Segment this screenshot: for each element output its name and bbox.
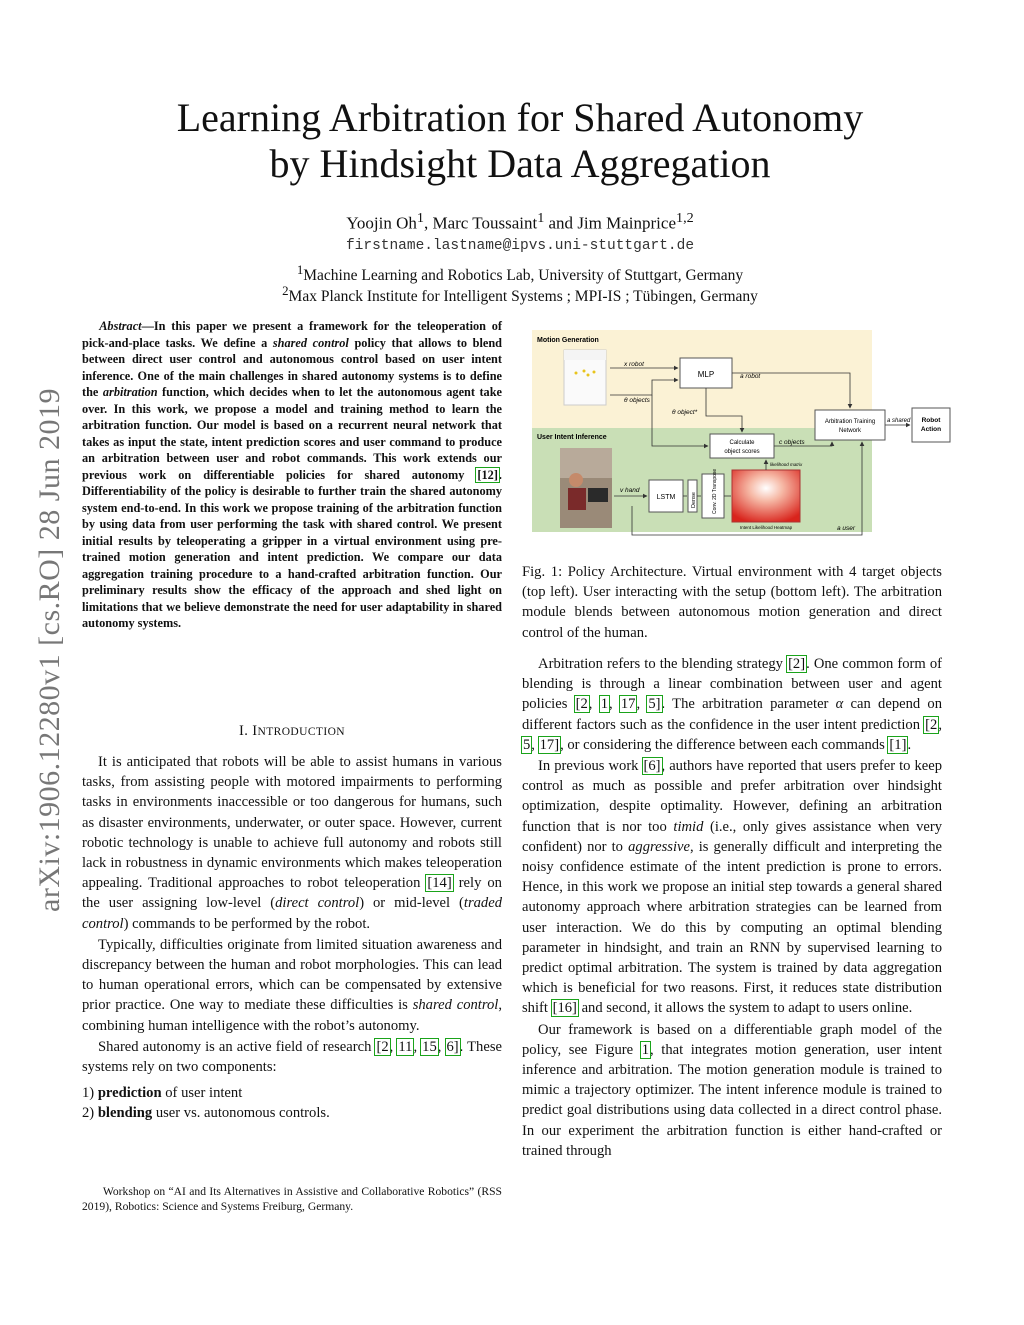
section-title-rest: NTRODUCTION	[257, 726, 345, 738]
paragraph-text: Shared autonomy is an active field of research	[98, 1038, 376, 1055]
paragraph-text: . The arbitration parameter	[661, 696, 836, 713]
citation-link[interactable]: [2	[925, 716, 938, 733]
footnote	[82, 1184, 502, 1214]
paper-title	[120, 95, 920, 187]
paragraph-text: rely on the user assigning low-level (	[82, 875, 502, 912]
arxiv-id: arXiv:1906.12280v1 [cs.RO] 28 Jun 2019	[33, 388, 66, 912]
calc-label-1: Calculate	[729, 440, 755, 446]
figure-caption: Fig. 1: Policy Architecture. Virtual environment with 4 target objects (top left). User interacting with the setup (bottom left). The arbitration module blends between autonomous motion generation and direct control of the human.	[522, 564, 942, 641]
abstract-text: —In this paper we present a framework for the teleoperation of pick-and-place tasks. We define a	[82, 319, 502, 350]
citation-link[interactable]: 1	[600, 696, 608, 713]
label-c-objects: c objects	[779, 439, 805, 446]
author-2-sup: 1	[537, 210, 545, 226]
label-x-robot: x robot	[624, 361, 644, 368]
author-3: Jim Mainprice	[577, 213, 676, 233]
list-text: user vs. autonomous controls.	[152, 1105, 330, 1122]
architecture-diagram	[532, 330, 952, 550]
author-2: Marc Toussaint	[432, 213, 538, 233]
paragraph-text: , that integrates motion generation, user intent inference and arbitration. The motion generation module is trained to mimic a trajectory optimizer. The intent inference module is trained to predict goal distributions using data collected in a direct control phase. In our experiment the arbitration function is either hand-crafted or trained through	[522, 1041, 943, 1159]
emphasis: aggressive	[628, 838, 690, 855]
lstm-label: LSTM	[656, 494, 676, 501]
emphasis: direct control	[275, 895, 360, 912]
paragraph-text: (i.e., only gives assistance when very confident) nor to	[522, 818, 942, 855]
arb-label-1: Arbitration Training	[824, 419, 876, 425]
abstract-label: Abstract	[99, 319, 142, 333]
affiliation-2	[120, 283, 920, 306]
emphasis: shared control	[412, 997, 499, 1014]
paragraph-text: can depend on different factors such as the confidence in the user intent prediction	[522, 696, 943, 733]
paragraph-text: , authors have reported that users prefer to keep control as much as possible and prefer arbitration over hindsight optimization, despite optimality. However, defining an arbitration function that is nor too	[522, 758, 943, 835]
label-theta-objects: θ objects	[624, 397, 650, 404]
abstract-text: policy that allows to blend between direct user control and autonomous control based on user intent inference. One of the main challenges in shared autonomy systems is to define the	[82, 335, 502, 399]
label-a-user: a user	[837, 525, 856, 532]
citation-link[interactable]: [2	[376, 1038, 389, 1055]
target-object	[593, 371, 596, 374]
citation-link[interactable]: 5]	[648, 696, 661, 713]
list-number: 1)	[82, 1085, 98, 1102]
user-body	[568, 488, 586, 510]
author-sep: and	[544, 213, 578, 233]
right-column-body: Arbitration refers to the blending strategy [2]. One common form of blending is through a linear combination between user and agent policies [2, 1, 17, 5]. The arbitration parameter α can depend on different factors such as the confidence in the user intent prediction [2, 5, 17], or considering the difference between each commands [1]. In previous work [6], authors have reported that users prefer to keep control as much as possible and prefer arbitration over hindsight optimization, despite optimality. However, defining an arbitration function that is nor too timid (i.e., only gives assistance when very confident) nor to aggressive, is generally difficult and interpreting the noisy confidence estimate of the intent prediction is prone to errors. Hence, in this work we propose an initial step towards a general shared autonomy approach where arbitration strategies can be learned from user interaction. We do this by computing an optimal blending parameter in hindsight, and train an RNN by supervised learning to predict optimal arbitration. The system is trained by data aggregation which is beneficial for two reasons. First, it reduces state distribution shift [16] and second, it allows the system to adapt to users online. Our framework is based on a differentiable graph model of the policy, see Figure 1, that integrates motion generation, user intent inference and arbitration. The motion generation module is trained to mimic a trajectory optimizer. The intent inference module is trained to predict goal distributions using data collected in a direct control phase. In our experiment the arbitration function is either hand-crafted or trained through	[522, 656, 943, 1159]
citation-link[interactable]: [2]	[788, 656, 806, 672]
target-object	[575, 372, 578, 375]
heatmap-label: Intent Likelihood Heatmap	[739, 525, 793, 530]
aff-1-sup: 1	[296, 262, 304, 277]
citation-link[interactable]: 17	[620, 696, 636, 713]
authors	[120, 210, 920, 234]
robot-action-box	[912, 408, 950, 442]
arb-label-2: Network	[838, 428, 862, 434]
author-3-sup: 1,2	[675, 210, 694, 226]
list-bold: blending	[97, 1105, 153, 1122]
paragraph-text: . One common form of blending is through a linear combination between user and agent policies	[522, 656, 942, 713]
conv-label: Conv. 2D Transpose	[712, 468, 718, 514]
virtual-env-top	[564, 350, 606, 360]
dense-label: Dense	[691, 492, 697, 508]
target-object	[587, 374, 590, 377]
title-line-1: Learning Arbitration for Shared Autonomy	[176, 95, 864, 140]
target-object	[583, 370, 586, 373]
author-email: firstname.lastname@ipvs.uni-stuttgart.de	[345, 238, 695, 254]
calc-label-2: object scores	[724, 449, 760, 455]
emphasis: traded control	[82, 895, 502, 932]
list-bold: prediction	[97, 1085, 162, 1102]
citation-link[interactable]: 5	[523, 736, 531, 753]
citation-link[interactable]: 11	[398, 1038, 413, 1055]
aff-2-sup: 2	[282, 283, 289, 298]
user-monitor	[588, 488, 608, 502]
citation-link[interactable]: [2	[575, 696, 588, 713]
affiliation-1	[120, 262, 920, 285]
paragraph-text: In previous work	[538, 758, 643, 775]
component-list	[82, 1083, 502, 1123]
user-photo-wall	[560, 448, 612, 478]
label-a-shared: a shared	[887, 418, 911, 424]
user-intent-label: User Intent Inference	[537, 434, 607, 441]
list-item	[82, 1083, 502, 1103]
alpha-symbol: α	[835, 696, 844, 713]
label-v-hand: v hand	[620, 487, 640, 494]
citation-link[interactable]: [6]	[643, 758, 661, 775]
emphasis: timid	[673, 818, 704, 835]
figure-link[interactable]: 1	[641, 1041, 650, 1058]
paragraph-text: ) or mid-level (	[359, 895, 464, 912]
intent-heatmap	[732, 470, 800, 522]
robot-action-2: Action	[920, 426, 942, 433]
abstract-text: function, which decides when to let the autonomous agent take over. In this work, we propose a model and training method to learn the arbitration function. Our model is based on a recurrent neural network that takes as input the state, intent prediction scores and user command to produce an arbitration between user and robot commands. This work extends our previous work on differentiable policies for shared autonomy	[82, 385, 502, 482]
citation-link[interactable]: [14]	[427, 875, 452, 892]
citation-link[interactable]: [16]	[552, 1000, 577, 1017]
introduction-body: It is anticipated that robots will be able to assist humans in various tasks, from assisting people with motored impairments to performing tasks in environments inaccessible or too dangerous for humans, such as disaster environments, underwater, or outer space. However, current robotic technology is unable to achieve full autonomy and robots still lack in robustness in dynamic environments which makes teleoperation appealing. Traditional approaches to robot teleoperation [14] rely on the user assigning low-level (direct control) or mid-level (traded control) commands to be performed by the robot. Typically, difficulties originate from limited situation awareness and discrepancy between the human and robot morphologies. This can lead to human operational errors, which can be compensated by extensive prior practice. One way to mediate these difficulties is shared control, combining human intelligence with the robot’s autonomy. Shared autonomy is an active field of research [2, 11, 15, 6]. These systems rely on two components: 1) prediction of user intent 2) blending user vs. autonomous controls.	[82, 752, 502, 1124]
list-number: 2)	[82, 1105, 98, 1122]
figure-policy-architecture	[532, 330, 952, 550]
mlp-label: MLP	[697, 370, 715, 379]
paragraph-text: Our framework is based on a differentiable graph model of the policy, see Figure	[522, 1021, 942, 1058]
abstract-text: . Differentiability of the policy is desirable to further train the shared autonomy system end-to-end. In this work we propose training of the arbitration function by using data from user performing the task with shared control. We present initial results by teleoperating a gripper in a virtual environment using pre-trained motion generation and intent prediction. We compare our data aggregation training procedure to a hand-crafted arbitration function. Our preliminary results show the efficacy of the approach and shed light on limitations that we believe demonstrate the need for user adaptability in shared autonomy systems.	[82, 467, 502, 630]
citation-link[interactable]: 15	[422, 1038, 437, 1055]
paragraph-text: Arbitration refers to the blending strategy	[538, 656, 788, 672]
motion-generation-label: Motion Generation	[537, 337, 599, 344]
arbitration-network-box	[815, 410, 885, 440]
section-number: I.	[239, 723, 253, 739]
list-text: of user intent	[161, 1085, 243, 1102]
section-heading-introduction	[82, 723, 502, 740]
label-theta-object-star: θ object*	[672, 409, 698, 416]
citation-link[interactable]: [1]	[889, 736, 907, 753]
paragraph-text: , or considering the difference between each commands	[560, 736, 889, 753]
abstract-em: shared control	[272, 335, 349, 350]
paragraph-text: It is anticipated that robots will be able to assist humans in various tasks, from assisting people with motored impairments to performing tasks in environments inaccessible or too dangerous for humans, such as disaster environments, underwater, or outer space. However, current robotic technology is unable to achieve full autonomy and robots still lack in robustness in dynamic environments which makes teleoperation appealing. Traditional approaches to robot teleoperation	[82, 754, 502, 892]
label-a-robot: a robot	[740, 373, 761, 380]
author-sep: ,	[423, 213, 433, 233]
user-head	[569, 473, 583, 487]
abstract-em: arbitration	[102, 385, 158, 399]
author-1: Yoojin Oh	[346, 213, 417, 233]
paragraph-text: , combining human intelligence with the robot’s autonomy.	[82, 997, 502, 1034]
likelihood-label: likelihood matrix	[770, 462, 803, 467]
paragraph-text: ) commands to be performed by the robot.	[123, 915, 371, 932]
citation-link[interactable]: 17]	[539, 736, 560, 753]
citation-link[interactable]: [12]	[477, 467, 498, 482]
paragraph-text: .	[907, 736, 912, 753]
footnote-text: Workshop on “AI and Its Alternatives in Assistive and Collaborative Robotics” (RSS 2019), Robotics: Science and Systems Freiburg, Germany.	[82, 1185, 502, 1213]
arxiv-sidebar	[20, 300, 80, 1000]
author-1-sup: 1	[416, 210, 424, 226]
aff-1-text: Machine Learning and Robotics Lab, University of Stuttgart, Germany	[303, 267, 744, 285]
robot-action-1: Robot	[921, 417, 941, 424]
aff-2-text: Max Planck Institute for Intelligent Systems ; MPI-IS ; Tübingen, Germany	[288, 288, 758, 306]
list-item	[82, 1103, 502, 1123]
paragraph-text: , is generally difficult and interpreting the noisy confidence estimate of the intent prediction is prone to errors. Hence, in this work we propose an initial step towards a general shared autonomy approach where arbitration strategies can be learned from user interaction. We do this by computing an optimal blending parameter in hindsight, and train an RNN by supervised learning to predict optimal arbitration. The system is trained by data aggregation which is beneficial for two reasons. First, it reduces state distribution shift	[522, 838, 942, 1017]
paragraph-text: and second, it allows the system to adapt to users online.	[577, 1000, 913, 1017]
abstract	[82, 318, 502, 632]
title-line-2: by Hindsight Data Aggregation	[269, 141, 771, 186]
paragraph-text: Typically, difficulties originate from limited situation awareness and discrepancy between the human and robot morphologies. This can lead to human operational errors, which can be compensated by extensive prior practice. One way to mediate these difficulties is	[82, 936, 502, 1014]
citation-link[interactable]: 6]	[446, 1038, 459, 1055]
paragraph-text: . These systems rely on two components:	[82, 1038, 502, 1076]
section-title-initial: I	[252, 723, 258, 739]
